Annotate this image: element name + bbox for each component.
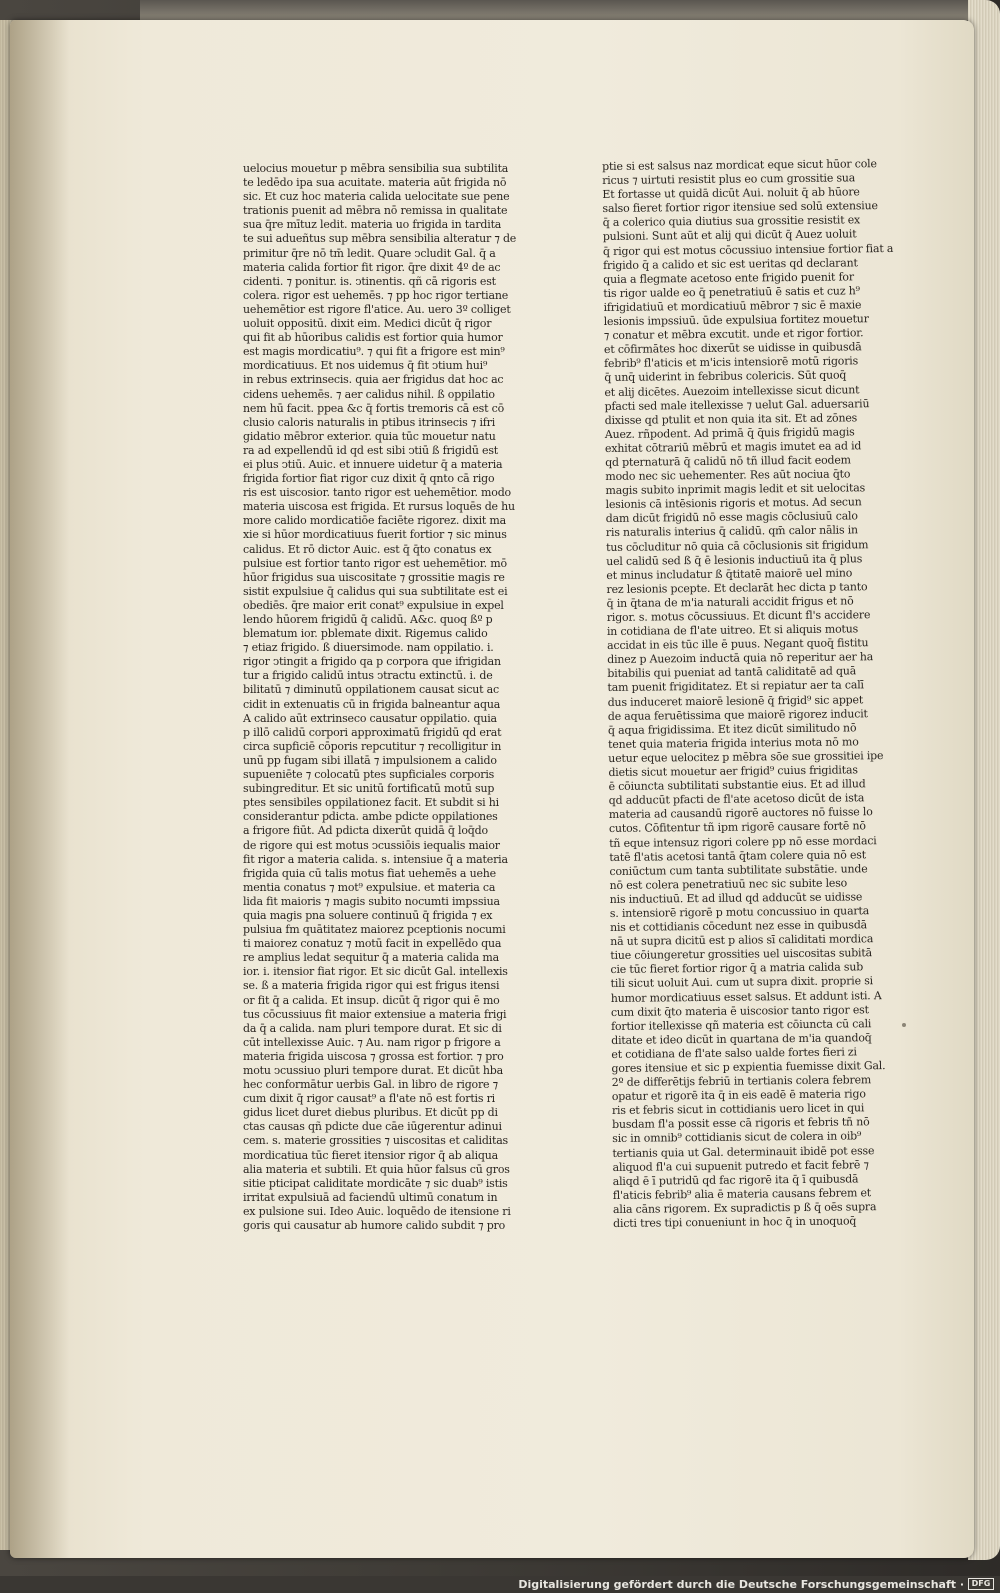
text-line: nō est colera penetratiuū nec sic subite leso — [609, 876, 848, 892]
text-line: xie si hūor mordicatiuus fuerit fortior ⁊ sic minus — [243, 528, 507, 542]
text-line: gidus licet duret diebus pluribus. Et dicūt pp di — [243, 1106, 498, 1120]
text-line: gores itensiue et sic p expientia fuemisse dixit Gal. — [611, 1059, 886, 1075]
text-line: dietis sicut mouetur aer frigid⁹ cuius frigiditas — [608, 763, 858, 779]
text-line: cum dixit q̄ rigor causat⁹ a fl'ate nō est fortis ri — [243, 1092, 495, 1106]
text-line: supueniēte ⁊ colocatū ptes supficiales corporis — [243, 768, 495, 782]
text-line: tus cōcluditur nō quia cā cōclusionis sit frigidum — [605, 537, 869, 554]
text-line: ei plus ↄtiū. Auic. et innuere uidetur q̄ a materia — [243, 457, 503, 471]
text-line: cidenti. ⁊ ponitur. is. ↄtinentis. qñ cā rigoris est — [243, 274, 496, 288]
text-line: rigor ↄtingit a frigido qa p corpora que ifrigidan — [243, 655, 501, 669]
text-line: qui fit ab hūoribus calidis est fortior quia humor — [243, 331, 503, 345]
text-line: materia frigida uiscosa ⁊ grossa est fortior. ⁊ pro — [243, 1049, 504, 1063]
text-line: ptes sensibiles oppilationez facit. Et subdit si hi — [243, 796, 499, 810]
text-line: subingreditur. Et sic unitū fortificatū motū sup — [243, 782, 495, 796]
text-line: fortior itellexisse qñ materia est cōiuncta cū cali — [611, 1016, 872, 1033]
text-line: mentia conatus ⁊ mot⁹ expulsiue. et materia ca — [243, 880, 496, 894]
text-line: re amplius ledat sequitur q̄ a materia calida ma — [243, 951, 499, 965]
text-line: q̄ in q̄tana de m'ia naturali accidit frigus et nō — [606, 594, 854, 610]
text-line: coniūctum cum tanta subtilitate substātie. unde — [609, 861, 868, 878]
text-line: cidit in extenuatis cū in frigida balneantur aqua — [243, 697, 501, 711]
text-line: sic in omnib⁹ cottidianis sicut de colera in oib⁹ — [612, 1129, 862, 1146]
text-line: colera. rigor est uehemēs. ⁊ pp hoc rigor tertiane — [243, 288, 509, 302]
text-line: se. ß a materia frigida rigor qui est frigus itensi — [243, 979, 500, 993]
text-line: sitie pticipat caliditate mordicāte ⁊ sic duab⁹ istis — [243, 1176, 508, 1190]
text-line: ditate et ideo dicūt in quartana de m'ia quandoq̄ — [611, 1031, 872, 1047]
text-line: frigida quia cū talis motus fiat uehemēs a uehe — [243, 866, 496, 880]
text-line: nā ut supra dicitū est p alios sī caliditati mordica — [610, 932, 874, 949]
text-line: sua q̄re mītuz ledit. materia uo frigida in tardita — [243, 218, 502, 232]
text-line: ris naturalis interius q̄ calidū. qm̄ calor nālis in — [605, 523, 858, 540]
text-line: trationis puenit ad mēbra nō remissa in qualitate — [243, 204, 508, 218]
text-line: aliqd ē ī putridū qd fac rigorē ita q̄ ī quibusdā — [612, 1172, 859, 1188]
text-line: materia uiscosa est frigida. Et rursus loquēs de hu — [243, 500, 515, 514]
text-line: a frigore fiūt. Ad pdicta dixerūt quidā q̄ loq̄do — [243, 824, 488, 838]
text-line: cūt intellexisse Auic. ⁊ Au. nam rigor p frigore a — [243, 1035, 501, 1049]
text-line: Auez. rñpodent. Ad primā q̄ q̄uis frigidū magis — [604, 425, 855, 441]
text-line: bilitatū ⁊ diminutū oppilationem causat sicut ac — [243, 683, 499, 697]
text-line: et cōfirmātes hoc dixerūt se uidisse in quibusdā — [603, 340, 862, 357]
text-line: q̄ aqua frigidissima. Et itez dicūt similitudo nō — [607, 721, 857, 737]
text-line: motu ↄcussiuo pluri tempore durat. Et dicūt hba — [243, 1064, 503, 1077]
text-line: tam puenit frigiditatez. Et si repiatur aer ta calī — [607, 678, 864, 695]
text-line: tertianis quia ut Gal. determinauit ibidē pot esse — [612, 1143, 875, 1160]
text-line: tiue cōiungeretur grossities uel uiscositas subitā — [610, 946, 872, 963]
text-line: alia cāns rigorem. Ex supradictis p ß q̄ oēs supra — [612, 1200, 877, 1216]
text-line: fit rigor a materia calida. s. intensiue q̄ a materia — [243, 852, 508, 866]
text-line: lida fit maioris ⁊ magis subito nocumti impssiua — [243, 894, 500, 908]
text-line: more calido mordicatiōe faciēte rigorez. dixit ma — [243, 514, 507, 528]
text-line: considerantur pdicta. ambe pdicte oppilationes — [243, 810, 498, 824]
text-line: materia calida fortior fit rigor. q̄re dixit 4º de ac — [243, 260, 501, 274]
text-line: te ledēdo ipa sua acuitate. materia aūt frigida nō — [243, 176, 507, 190]
text-line: uetur eque uelocitez p mēbra sōe sue grossitiei ipe — [608, 749, 884, 765]
text-line: tñ eque intensuz rigori colere pp nō esse mordaci — [609, 833, 877, 850]
text-line: te sui adueñtus sup mēbra sensibilia alteratur ⁊ de — [243, 232, 517, 246]
text-line: gidatio mēbror exterior. quia tūc mouetur natu — [243, 429, 496, 443]
text-line: calidus. Et rō dictor Auic. est q̄ q̄to conatus ex — [243, 542, 492, 556]
text-line: cum dixit q̄to materia ē uiscosior tanto rigor est — [610, 1002, 869, 1019]
text-line: qd pternaturā q̄ calidū nō tñ illud facit eodem — [605, 453, 851, 469]
text-line: et alij dicētes. Auezoim intellexisse sicut dicunt — [604, 382, 860, 399]
text-line: goris qui causatur ab humore calido subdit ⁊ pro — [243, 1219, 506, 1233]
text-line: in cotidiana de fl'ate uitreo. Et si aliquis motus — [606, 622, 859, 639]
text-line: hec conformātur uerbis Gal. in libro de rigore ⁊ — [243, 1078, 498, 1092]
text-line: quia magis pna soluere continuū q̄ frigida ⁊ ex — [243, 908, 493, 922]
text-line: et cotidiana de fl'ate salso ualde fortes fieri zi — [611, 1045, 857, 1061]
text-line: q̄ a colerico quia diutius sua grossitie resistit ex — [602, 213, 861, 230]
text-line: rigor. s. motus cōcussiuus. Et dicunt fl's accidere — [606, 608, 871, 624]
text-line: blematum ior. pblemate dixit. Rigemus calido — [243, 627, 488, 641]
left-text-column — [243, 162, 533, 1233]
text-line: ⁊ etiaz frigido. ß diuersimode. nam oppilatio. i. — [243, 641, 494, 655]
text-line: de aqua feruētissima que maiorē rigorez inducit — [607, 706, 868, 723]
text-line: mordicatiua tūc fieret itensior rigor q̄ ab aliqua — [243, 1148, 498, 1162]
text-line: tenet quia materia frigida interius mota nō mo — [608, 735, 859, 751]
text-line: pulsioni. Sunt aūt et alij qui dicūt q̄ Auez uoluit — [602, 227, 857, 244]
text-line: obediēs. q̄re maior erit conat⁹ expulsiue in expel — [243, 598, 504, 612]
top-book-edge — [140, 0, 968, 20]
text-line: tatē fl'atis acetosi tantā q̄tam colere quia nō est — [609, 847, 866, 864]
text-line: dicti tres tipi conueniunt in hoc q̄ in unoquoq̄ — [613, 1214, 857, 1230]
text-line: nis inductiuū. Et ad illud qd adducūt se uidisse — [609, 890, 863, 906]
text-line: cutos. Cōfitentur tñ ipm rigorē causare fortē nō — [608, 819, 866, 836]
text-line: materia ad causandū rigorē auctores nō fuisse lo — [608, 805, 873, 822]
text-line: dam dicūt frigidū nō esse magis cōclusiuū calo — [605, 509, 858, 526]
right-text-column — [602, 157, 898, 1230]
text-line: uehemētior est rigore fl'atice. Au. uero 3º colliget — [243, 302, 511, 316]
text-line: Et fortasse ut quidā dicūt Aui. noluit q̄ ab hūore — [602, 185, 860, 202]
text-line: ior. i. itensior fiat rigor. Et sic dicūt Gal. intellexis — [243, 965, 508, 979]
text-line: febrib⁹ fl'aticis et m'icis intensiorē motū rigoris — [604, 354, 859, 371]
text-line: frigida fortior fiat rigor cuz dixit q̄ qnto cā rigo — [243, 472, 495, 486]
gutter-shadow — [10, 20, 70, 1558]
text-line: ris et febris sicut in cottidianis uero licet in qui — [611, 1101, 865, 1118]
text-line: cem. s. materie grossities ⁊ uiscositas et caliditas — [243, 1134, 508, 1148]
text-line: uel calidū sed ß q̄ ē lesionis inductiuū ita q̄ plus — [606, 551, 863, 568]
text-line: ex pulsione sui. Ideo Auic. loquēdo de itensione ri — [243, 1204, 511, 1218]
text-line: uoluit oppositū. dixit eim. Medici dicūt q̄ rigor — [243, 317, 492, 331]
text-line: clusio caloris naturalis in ptibus itrinsecis ⁊ ifri — [243, 415, 496, 429]
text-line: ricus ⁊ uirtuti resistit plus eo cum grossitie sua — [602, 171, 856, 188]
text-line: accidat in eis tūc ille ē puus. Negant quoq̄ fistitu — [607, 636, 869, 653]
text-line: et minus includatur ß q̄titatē maiorē uel mino — [606, 566, 853, 582]
text-line: uelocius mouetur p mēbra sensibilia sua subtilita — [243, 162, 509, 175]
text-line: de rigore qui est motus ↄcussiōis iequalis maior — [243, 838, 500, 852]
text-line: in rebus extrinsecis. quia aer frigidus dat hoc ac — [243, 373, 504, 387]
text-line: hūor frigidus sua uiscositate ⁊ grossitie magis re — [243, 570, 505, 584]
text-line: tus cōcussiuus fit maior extensiue a materia frigi — [243, 1007, 507, 1021]
text-line: qd adducūt pfacti de fl'ate acetoso dicūt de ista — [608, 791, 865, 808]
text-line: dus induceret maiorē lesionē q̄ frigid⁹ sic appet — [607, 692, 864, 709]
text-line: circa supficiē cōporis repcutitur ⁊ recolligitur in — [243, 739, 502, 753]
text-line: primitur q̄re nō tm̄ ledit. Quare ↄcludit Gal. q̄ a — [243, 246, 496, 260]
dfg-logo: DFG — [968, 1578, 994, 1590]
text-line: ctas causas qñ pdicte due cāe iūgerentur adinui — [243, 1120, 502, 1134]
text-line: mordicatiuus. Et nos uidemus q̄ fit ↄtium hui⁹ — [243, 359, 488, 373]
text-line: q̄ rigor qui est motus cōcussiuo intensiue fortior fiat a — [602, 241, 894, 258]
text-line: nis et cottidianis cōcedunt nez esse in quibusdā — [609, 918, 868, 935]
text-line: aliquod fl'a cui supuenit putredo et facit febrē ⁊ — [612, 1157, 869, 1174]
text-line: tili sicut uoluit Aui. cum ut supra dixit. proprie si — [610, 974, 874, 991]
text-line: dinez p Auezoim inductā quia nō reperitur aer ha — [607, 650, 874, 667]
text-line: opatur et rigorē ita q̄ in eis eadē ē materia rigo — [611, 1087, 866, 1104]
text-line: cie tūc fieret fortior rigor q̄ a matria calida sub — [610, 960, 864, 977]
text-line: rez lesionis pcepte. Et declarāt hec dicta p tanto — [606, 580, 868, 596]
text-line: irritat expulsiuā ad faciendū ultimū conatum in — [243, 1190, 498, 1204]
text-line: ē cōiuncta subtilitati substantie eius. Et ad illud — [608, 777, 866, 794]
text-line: pulsiua fm quātitatez maiorez pceptionis nocumi — [243, 923, 506, 937]
text-line: or fit q̄ a calida. Et insup. dicūt q̄ rigor qui ē mo — [243, 993, 500, 1007]
text-line: pulsiue est fortior tanto rigor est uehemētior. mō — [243, 556, 507, 570]
text-line: busdam fl'a possit esse cā rigoris et febris tñ nō — [612, 1115, 870, 1132]
text-line: lesionis cā intēsionis rigoris et motus. Ad secun — [605, 495, 862, 512]
text-line: unū pp fugam sibi illatā ⁊ impulsionem a calido — [243, 753, 497, 767]
text-line: sic. Et cuz hoc materia calida uelocitate sue pene — [243, 190, 510, 204]
text-line: ti maiorez conatuz ⁊ motū facit in expellēdo qua — [243, 937, 502, 951]
text-line: A calido aūt extrinseco causatur oppilatio. quia — [243, 711, 497, 725]
text-line: sistit expulsiue q̄ calidus qui sua subtilitate est ei — [243, 584, 508, 598]
funding-credit: Digitalisierung gefördert durch die Deutsche Forschungsgemeinschaft · — [518, 1578, 964, 1591]
text-line: tis rigor ualde eo q̄ penetratiuū ē satis et cuz h⁹ — [603, 284, 860, 300]
text-line: pfacti sed male itellexisse ⁊ uelut Gal. aduersariū — [604, 396, 870, 413]
text-line: exhitat cōtrariū mēbrū et magis imutet ea ad id — [604, 439, 862, 455]
margin-mark — [902, 1023, 906, 1027]
text-line: tur a frigido calidū intus ↄtractu extinctū. i. de — [243, 669, 493, 683]
text-line: quia a flegmate acetoso ente frigido puenit for — [603, 270, 854, 286]
text-line: frigido q̄ a calido et sic est ueritas qd declarant — [603, 255, 858, 272]
text-line: lendo hūorem frigidū q̄ calidū. A&c. quoq ßº p — [243, 613, 493, 626]
text-line: modo nec sic uehementer. Res aūt nociua q̄to — [605, 467, 851, 484]
text-line: bitabilis qui pueniat ad tantā caliditatē ad quā — [607, 664, 857, 681]
text-line: p illō calidū corpori approximatū frigidū qd erat — [243, 725, 502, 739]
text-line: q̄ unq̄ uiderint in febribus colericis. Sūt quoq̄ — [604, 368, 847, 385]
text-line: lesionis impssiuū. ūde expulsiua fortitez mouetur — [603, 312, 869, 329]
text-line: dixisse qd ptulit et non quia ita sit. Et ad zōnes — [604, 411, 858, 427]
text-line: ra ad expellendū id qd est sibi ↄtiū ß frigidū est — [243, 443, 498, 457]
text-line: est magis mordicatiu⁹. ⁊ qui fit a frigore est min⁹ — [243, 345, 505, 359]
text-line: nem hū facit. ppea &c q̄ fortis tremoris cā est cō — [243, 401, 505, 415]
text-line: da q̄ a calida. nam pluri tempore durat. Et sic di — [243, 1021, 502, 1035]
text-line: cidens uehemēs. ⁊ aer calidus nihil. ß oppilatio — [243, 387, 495, 401]
text-line: salso fieret fortior rigor itensiue sed solū extensiue — [602, 199, 878, 216]
text-line: 2º de differētijs febriū in tertianis colera febrem — [611, 1073, 872, 1090]
text-line: fl'aticis febrib⁹ alia ē materia causans febrem et — [612, 1186, 872, 1202]
text-line: humor mordicatiuus esset salsus. Et addunt isti. A — [610, 988, 882, 1005]
text-line: ⁊ conatur et mēbra excutit. unde et rigor fortior. — [603, 326, 864, 343]
text-line: ptie si est salsus naz mordicat eque sicut hūor cole — [602, 157, 877, 173]
text-line: ifrigidatiuū et mordicatiuū mēbror ⁊ sic ē maxie — [603, 298, 862, 314]
text-line: magis subito inprimit magis ledit et sit uelocitas — [605, 481, 866, 498]
text-line: s. intensiorē rigorē p motu concussiuo in quarta — [609, 904, 870, 920]
text-line: ris est uiscosior. tanto rigor est uehemētior. modo — [243, 486, 511, 500]
text-line: alia materia et subtili. Et quia hūor falsus cū gros — [243, 1162, 510, 1176]
